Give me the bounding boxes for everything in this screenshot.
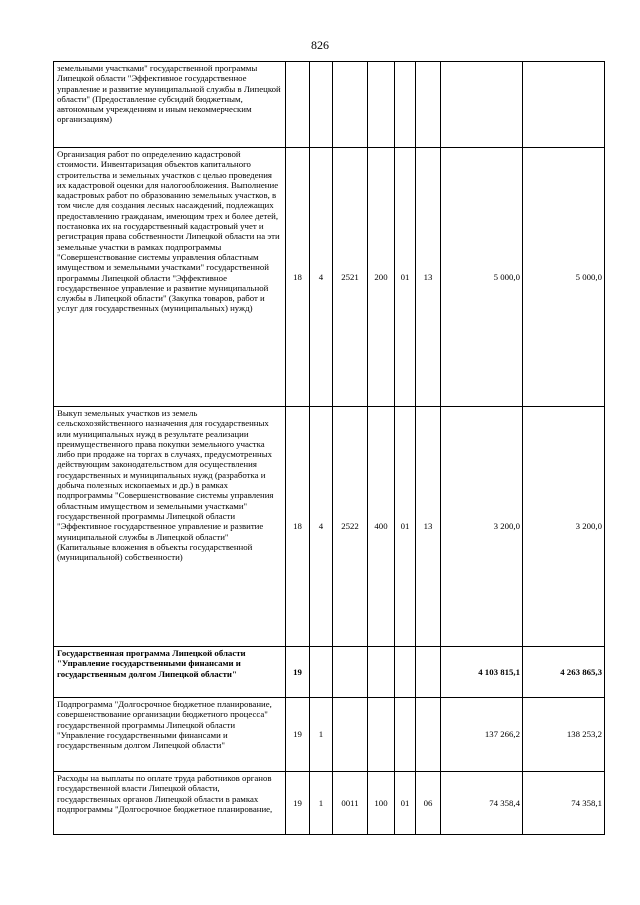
amount-year-1: 137 266,2 [441, 698, 523, 772]
expense-type-code: 400 [368, 407, 395, 647]
amount-year-1: 3 200,0 [441, 407, 523, 647]
article-code: 2522 [333, 407, 368, 647]
amount-year-1: 74 358,4 [441, 772, 523, 835]
expense-type-code [368, 647, 395, 698]
row-description: Государственная программа Липецкой области "Управление государственными финансами и государственным долгом Липецкой области" [54, 647, 286, 698]
article-code [333, 698, 368, 772]
table-row [54, 772, 605, 835]
amount-year-2: 138 253,2 [523, 698, 605, 772]
subsection-code [416, 698, 441, 772]
table-body [54, 62, 605, 835]
amount-year-1: 5 000,0 [441, 148, 523, 407]
subprogram-code: 1 [310, 698, 333, 772]
table-row [54, 647, 605, 698]
section-code [395, 647, 416, 698]
section-code: 01 [395, 407, 416, 647]
section-code: 01 [395, 772, 416, 835]
subprogram-code: 1 [310, 772, 333, 835]
article-code [333, 62, 368, 148]
program-code: 18 [286, 407, 310, 647]
program-code: 19 [286, 772, 310, 835]
subsection-code: 13 [416, 407, 441, 647]
subprogram-code: 4 [310, 407, 333, 647]
row-description: земельными участками" государственной программы Липецкой области "Эффективное государственное управление и развитие муниципальной службы в Липецкой области" (Предоставление субсидий бюджетным, автономным учреждениям и иным некоммерческим организациям) [54, 62, 286, 148]
subsection-code [416, 647, 441, 698]
table-row [54, 148, 605, 407]
subprogram-code [310, 647, 333, 698]
section-code: 01 [395, 148, 416, 407]
amount-year-2 [523, 62, 605, 148]
row-description: Расходы на выплаты по оплате труда работников органов государственной власти Липецкой области, государственных органов Липецкой области в рамках подпрограммы "Долгосрочное бюджетное планирование, [54, 772, 286, 835]
article-code: 2521 [333, 148, 368, 407]
subprogram-code: 4 [310, 148, 333, 407]
subsection-code [416, 62, 441, 148]
page-number: 826 [311, 38, 329, 52]
expense-type-code [368, 698, 395, 772]
amount-year-1: 4 103 815,1 [441, 647, 523, 698]
program-code: 18 [286, 148, 310, 407]
budget-table [53, 61, 605, 835]
row-description: Выкуп земельных участков из земель сельскохозяйственного назначения для государственных или муниципальных нужд в результате реализации преимущественного права покупки земельного участка либо при продаже на торгах в случаях, предусмотренных действующим законодательством для осуществления государственных и муниципальных нужд (разработка и добыча полезных ископаемых и др.) в рамках подпрограммы "Совершенствование системы управления областным имуществом и земельными участками" государственной программы Липецкой области "Эффективное государственное управление и развитие муниципальной службы в Липецкой области" (Капитальные вложения в объекты государственной (муниципальной) собственности) [54, 407, 286, 647]
amount-year-1 [441, 62, 523, 148]
article-code: 0011 [333, 772, 368, 835]
subsection-code: 13 [416, 148, 441, 407]
amount-year-2: 74 358,1 [523, 772, 605, 835]
subsection-code: 06 [416, 772, 441, 835]
article-code [333, 647, 368, 698]
expense-type-code: 100 [368, 772, 395, 835]
amount-year-2: 5 000,0 [523, 148, 605, 407]
program-code: 19 [286, 698, 310, 772]
table-row [54, 698, 605, 772]
section-code [395, 62, 416, 148]
table-row [54, 407, 605, 647]
subprogram-code [310, 62, 333, 148]
table-row [54, 62, 605, 148]
program-code: 19 [286, 647, 310, 698]
expense-type-code: 200 [368, 148, 395, 407]
row-description: Организация работ по определению кадастровой стоимости. Инвентаризация объектов капитального строительства и земельных участков с целью проведения их кадастровой оценки для налогообложения. Выполнение кадастровых работ по образованию земельных участков, в том числе для создания лесных насаждений, подлежащих предоставлению гражданам, имеющим трех и более детей, постановка их на государственный кадастровый учет и регистрация права собственности Липецкой области на эти земельные участки в рамках подпрограммы "Совершенствование системы управления областным имуществом и земельными участками" государственной программы Липецкой области "Эффективное государственное управление и развитие муниципальной службы в Липецкой области" (Закупка товаров, работ и услуг для государственных (муниципальных) нужд) [54, 148, 286, 407]
row-description: Подпрограмма "Долгосрочное бюджетное планирование, совершенствование организации бюджетного процесса" государственной программы Липецкой области "Управление государственными финансами и государственным долгом Липецкой области" [54, 698, 286, 772]
section-code [395, 698, 416, 772]
program-code [286, 62, 310, 148]
amount-year-2: 3 200,0 [523, 407, 605, 647]
expense-type-code [368, 62, 395, 148]
amount-year-2: 4 263 865,3 [523, 647, 605, 698]
